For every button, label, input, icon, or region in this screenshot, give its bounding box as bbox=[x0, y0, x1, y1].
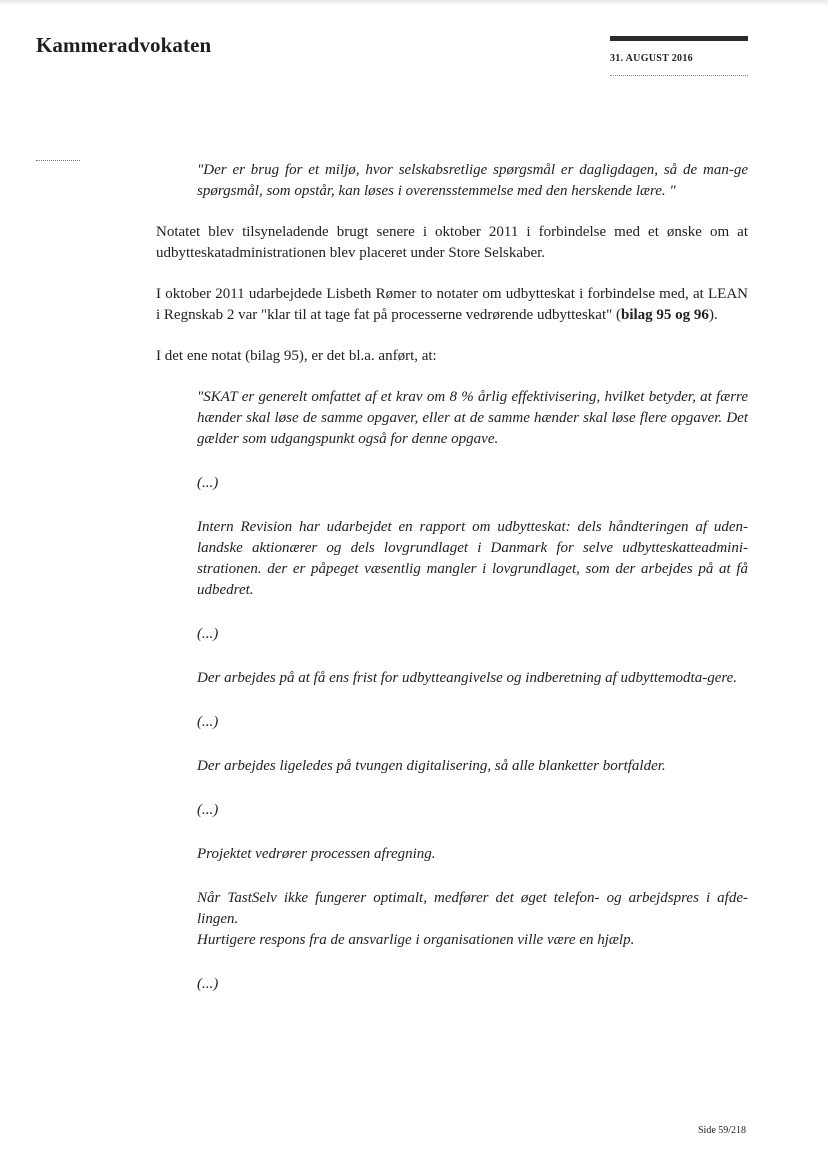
quote-7: Hurtigere respons fra de ansvarlige i organisationen ville være en hjælp. bbox=[197, 932, 635, 948]
ellipsis-1: (...) bbox=[197, 475, 219, 491]
ellipsis-5: (...) bbox=[197, 976, 219, 992]
paragraph-2-end: ). bbox=[708, 307, 718, 323]
paragraph-1: Notatet blev tilsyneladende brugt senere i oktober 2011 i forbindelse med et ønske om at udbytteskatadministrationen blev placeret under Store Selskaber. bbox=[156, 224, 748, 261]
kammeradvokaten-logo: Kammeradvokaten bbox=[36, 33, 212, 57]
ellipsis-4: (...) bbox=[197, 802, 219, 818]
ellipsis-3: (...) bbox=[197, 714, 219, 730]
quote-intro: "Der er brug for et miljø, hvor selskabsretlige spørgsmål er dagligdagen, så de man-ge spørgsmål, som opstår, kan løses i overensstemmelse med den herskende lære. " bbox=[197, 162, 748, 199]
page-number: Side 59/218 bbox=[698, 1125, 747, 1136]
quote-6: Når TastSelv ikke fungerer optimalt, medfører det øget telefon- og arbejdspres i afde-lingen. bbox=[197, 890, 748, 927]
document-body bbox=[156, 160, 748, 995]
quote-3: Der arbejdes på at få ens frist for udbytteangivelse og indberetning af udbyttemodta-gere. bbox=[197, 670, 738, 686]
page-top-edge bbox=[0, 0, 828, 6]
ellipsis-2: (...) bbox=[197, 626, 219, 642]
quote-1: "SKAT er generelt omfattet af et krav om 8 % årlig effektivisering, hvilket betyder, at færre hænder skal løse de samme opgaver, eller at de samme hænder skal løse flere opgaver. Det gælder som udgangspunkt også for denne opgave. bbox=[197, 389, 748, 447]
paragraph-2-text: I oktober 2011 udarbejdede Lisbeth Rømer to notater om udbytteskat i forbindelse med, at LEAN i Regnskab 2 var "klar til at tage fat på processerne vedrørende udbytteskat" ( bbox=[156, 286, 748, 323]
quote-4: Der arbejdes ligeledes på tvungen digitalisering, så alle blanketter bortfalder. bbox=[197, 758, 666, 774]
header-date-bar bbox=[610, 36, 748, 41]
bilag-reference: bilag 95 og 96 bbox=[621, 307, 709, 323]
quote-5: Projektet vedrører processen afregning. bbox=[197, 846, 436, 862]
quote-2: Intern Revision har udarbejdet en rapport om udbytteskat: dels håndteringen af uden-landske aktionærer og dels lovgrundlaget i Danmark for selve udbytteskatteadmini-strationen. der er påpeget væsentlig mangler i lovgrundlaget, som der arbejdes på at få udbedret. bbox=[197, 519, 748, 598]
paragraph-2 bbox=[156, 284, 748, 326]
header-dotted-rule bbox=[610, 75, 748, 76]
margin-dotted-mark bbox=[36, 160, 80, 161]
document-date: 31. AUGUST 2016 bbox=[610, 53, 693, 64]
paragraph-3: I det ene notat (bilag 95), er det bl.a. anført, at: bbox=[156, 348, 437, 364]
